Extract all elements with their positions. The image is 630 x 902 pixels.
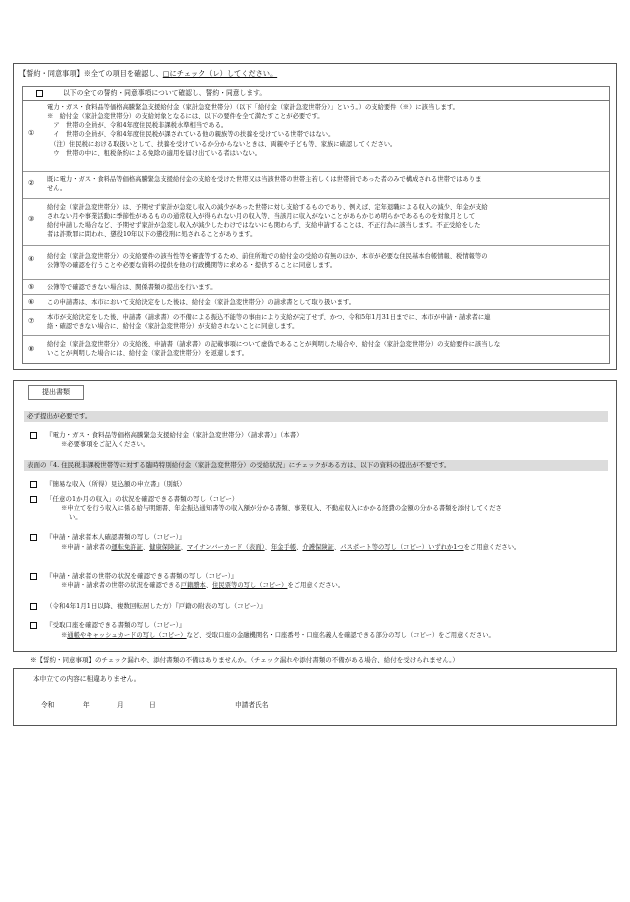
document-item-family-register-annex[interactable]: （令和4年1月1日以降、複数回転居した方）『戸籍の附表の写し（コピー）』: [24, 602, 608, 614]
declaration-section: [13, 668, 617, 726]
document-checkbox[interactable]: [30, 496, 37, 503]
agree-all-label: 以下の全ての誓約・同意事項について確認し、誓約・同意します。: [63, 89, 267, 97]
document-checkbox[interactable]: [30, 432, 37, 439]
pledge-item: ⑥ この申請書は、本市において支給決定をした後は、給付金（家計急変世帯分）の請求書として取り扱います。: [23, 294, 609, 309]
document-checkbox[interactable]: [30, 534, 37, 541]
document-item-bank-account[interactable]: 『受取口座を確認できる書類の写し（コピー）』 ※通帳やキャッシュカードの写し（コピー）など、受取口座の金融機関名・口座番号・口座名義人を確認できる部分の写し（コピー）をご用意ください。: [24, 621, 608, 643]
agree-all-row[interactable]: [22, 86, 610, 101]
pledge-header: 【誓約・同意事項】※全ての項目を確認し、□にチェック（レ）してください。: [19, 69, 278, 78]
pledge-item: ④ 給付金（家計急変世帯分）の支給要件の該当性等を審査等するため、前住所地での給付金の受給の有無のほか、本市が必要な住民基本台帳情報、税情報等の 公簿等の確認を行うことや必要な資料の提供を他の行政機関等に求める・提供することに同意します。: [23, 245, 609, 279]
date-day: 日: [149, 701, 156, 709]
pledge-item: ⑧ 給付金（家計急変世帯分）の支給後、申請書（請求書）の記載事項について虚偽であることが判明した場合や、給付金（家計急変世帯分）の支給要件に該当しな いことが判明した場合には、給付金（家計急変世帯分）を返還します。: [23, 335, 609, 364]
pledge-item: ⑤ 公簿等で確認できない場合は、関係書類の提出を行います。: [23, 279, 609, 294]
document-checkbox[interactable]: [30, 622, 37, 629]
pledge-items: [22, 101, 610, 364]
footer-note: ※【誓約・同意事項】のチェック漏れや、添付書類の不備はありませんか。（チェック漏れや添付書類の不備がある場合、給付を受けられません。）: [30, 656, 459, 664]
documents-section: [13, 380, 617, 652]
document-checkbox[interactable]: [30, 603, 37, 610]
declaration-text: 本申立ての内容に相違ありません。: [33, 675, 141, 683]
required-bar: 必ず提出が必要です。: [24, 411, 608, 422]
agree-all-checkbox[interactable]: [36, 90, 43, 97]
date-month: 月: [117, 701, 124, 709]
document-item-income-proof[interactable]: 「任意の1か月の収入」の状況を確認できる書類の写し（コピー） ※申立てを行う収入に係る給与明細書、年金振込通知書等の収入額が分かる書類、事業収入、不動産収入にかかる経費の金額の分かる書類を添付してくださ い。: [24, 495, 608, 527]
pledge-item: ⑦ 本市が支給決定をした後、申請書（請求書）の不備による振込不能等の事由により支給が完了せず、かつ、令和5年1月31日までに、本市が申請・請求者に連 絡・確認できない場合に、給付金（家計急変世帯分）が支給されないことに同意します。: [23, 309, 609, 335]
pledge-item: ① 電力・ガス・食料品等価格高騰緊急支援給付金（家計急変世帯分）（以下「給付金（家計急変世帯分）」という。）の支給要件（※）に該当します。 ※ 給付金（家計急変世帯分）の支給対象となるには、以下の要件を全て満たすことが必要です。 ア 世帯の全員が、令和4年度住民税非課税水準相当である。 イ 世帯の全員が、令和4年度住民税が課されている他の親族等の扶養を受けている世帯ではない。 （注）住民税における取扱いとして、扶養を受けているか分からないときは、両親や子ども等、家族に確認してください。 ウ 世帯の中に、租税条約による免除の適用を届け出ている者はいない。: [28, 104, 459, 157]
document-item-household-proof[interactable]: 『申請・請求者の世帯の状況を確認できる書類の写し（コピー）』 ※申請・請求者の世帯の状況を確認できる戸籍謄本、住民票等の写し（コピー）をご用意ください。: [24, 572, 608, 594]
document-item-income-statement[interactable]: 『簡易な収入（所得）見込額の申立書』（別紙）: [24, 480, 608, 492]
conditional-bar: 表面の「4. 住民税非課税世帯等に対する臨時特別給付金（家計急変世帯分）の受給状況」にチェックがある方は、以下の資料の提出が不要です。: [24, 460, 608, 471]
document-checkbox[interactable]: [30, 481, 37, 488]
documents-title: 提出書類: [28, 385, 84, 400]
pledge-section: [13, 63, 617, 370]
date-era: 令和: [41, 701, 55, 709]
applicant-name-label: 申請者氏名: [235, 701, 269, 709]
date-year: 年: [83, 701, 90, 709]
pledge-item: ③ 給付金（家計急変世帯分）は、予期せず家計が急変し収入の減少があった世帯に対し支給するものであり、例えば、定年退職による収入の減少、年金が支給 されない月や事業活動に季節性があるものの通常収入が得られない月の収入等、当該月に収入がないことがあらかじめ明らかであるものを対象月として 給付申請した場合など、予期せず家計が急変し収入が減少したわけではないにも関わらず、支給申請することは、不正行為に該当します。不正受給をした 者は詐欺罪に問われ、懲役10年以下の懲役刑に処されることがあります。: [23, 198, 609, 245]
document-checkbox[interactable]: [30, 573, 37, 580]
document-item-id-proof[interactable]: 『申請・請求者本人確認書類の写し（コピー）』 ※申請・請求者の運転免許証、健康保険証、マイナンバーカード（表面）、年金手帳、介護保険証、パスポート等の写し（コピー）いずれか1つをご用意ください。: [24, 533, 608, 555]
pledge-item: ② 既に電力・ガス・食料品等価格高騰緊急支援給付金の支給を受けた世帯又は当該世帯の世帯主若しくは世帯員であった者のみで構成される世帯ではありま せん。: [23, 171, 609, 198]
document-item-request-form[interactable]: 『電力・ガス・食料品等価格高騰緊急支援給付金（家計急変世帯分）（請求書）』（本書） ※必要事項をご記入ください。: [24, 431, 608, 455]
